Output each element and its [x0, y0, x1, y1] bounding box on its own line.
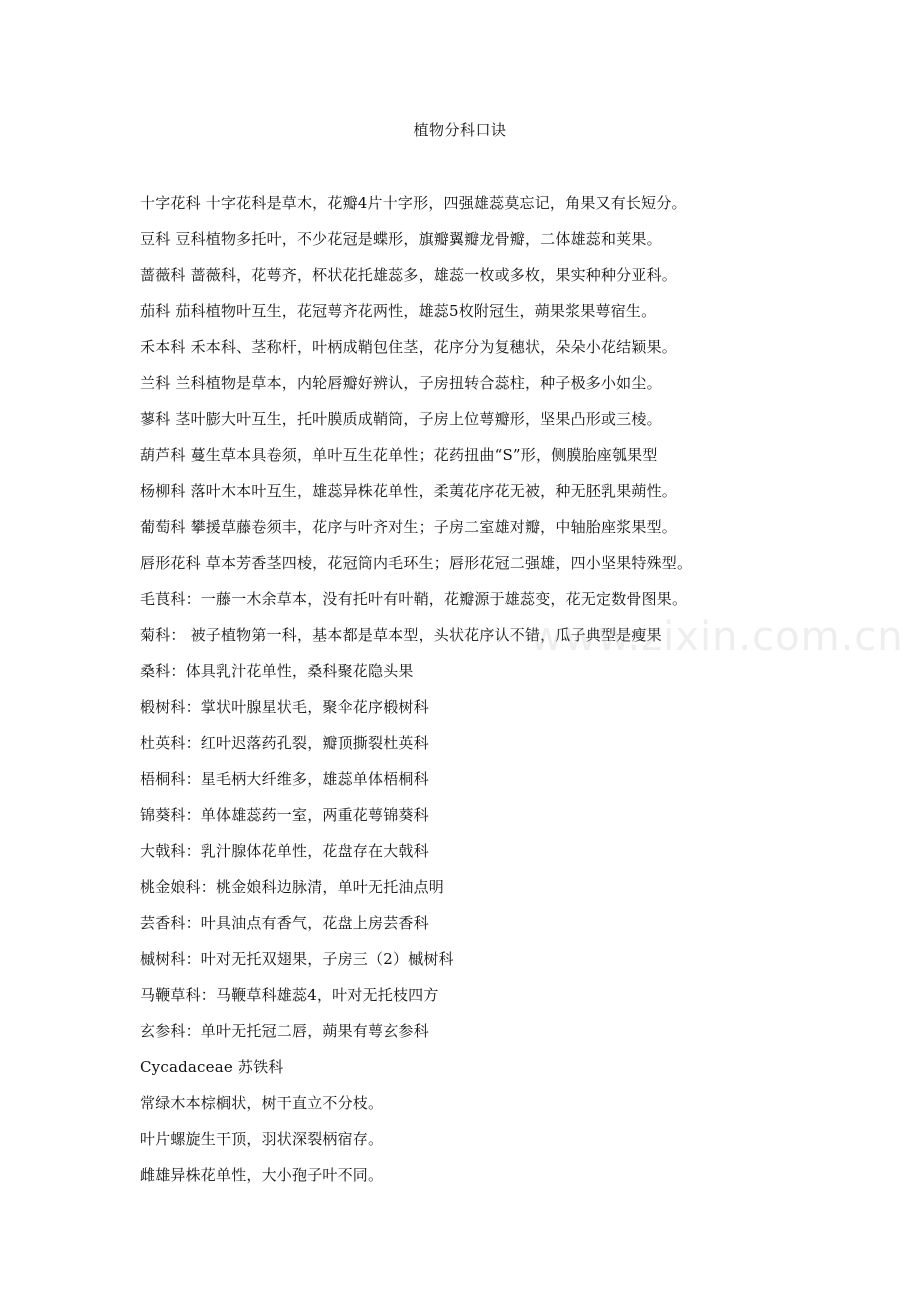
text-line: 椴树科：掌状叶腺星状毛，聚伞花序椴树科 — [140, 698, 429, 716]
text-line: 槭树科：叶对无托双翅果，子房三（2）槭树科 — [140, 950, 454, 968]
text-line: 豆科 豆科植物多托叶，不少花冠是蝶形，旗瓣翼瓣龙骨瓣，二体雄蕊和荚果。 — [140, 230, 662, 248]
text-line: 桑科：体具乳汁花单性，桑科聚花隐头果 — [140, 662, 414, 680]
text-line: 桃金娘科：桃金娘科边脉清，单叶无托油点明 — [140, 878, 445, 896]
page-title: 植物分科口诀 — [413, 121, 507, 139]
text-line: 兰科 兰科植物是草本，内轮唇瓣好辨认，子房扭转合蕊柱，种子极多小如尘。 — [140, 374, 662, 392]
text-line: 叶片螺旋生干顶，羽状深裂柄宿存。 — [140, 1130, 384, 1148]
watermark: www.zixin.com.cn — [530, 614, 904, 660]
text-line: 玄参科：单叶无托冠二唇，蒴果有萼玄参科 — [140, 1022, 429, 1040]
text-line: 大戟科：乳汁腺体花单性，花盘存在大戟科 — [140, 842, 429, 860]
text-line: 雌雄异株花单性，大小孢子叶不同。 — [140, 1166, 384, 1184]
document-body — [140, 191, 900, 1199]
text-line: 唇形花科 草本芳香茎四棱，花冠筒内毛环生；唇形花冠二强雄，四小坚果特殊型。 — [140, 554, 693, 572]
text-line: 梧桐科：星毛柄大纤维多，雄蕊单体梧桐科 — [140, 770, 429, 788]
text-line: 毛茛科：一藤一木余草本，没有托叶有叶鞘，花瓣源于雄蕊变，花无定数骨图果。 — [140, 590, 688, 608]
text-line: 菊科： 被子植物第一科，基本都是草本型，头状花序认不错，瓜子典型是瘦果 — [140, 626, 662, 644]
text-line: 杜英科：红叶迟落药孔裂，瓣顶撕裂杜英科 — [140, 734, 429, 752]
text-line: 芸香科：叶具油点有香气，花盘上房芸香科 — [140, 914, 429, 932]
text-line: 杨柳科 落叶木本叶互生，雄蕊异株花单性，柔荑花序花无被，种无胚乳果蒴性。 — [140, 482, 677, 500]
text-line: 锦葵科：单体雄蕊药一室，两重花萼锦葵科 — [140, 806, 429, 824]
text-line: 常绿木本棕榈状，树干直立不分枝。 — [140, 1094, 384, 1112]
text-line: 蔷薇科 蔷薇科，花萼齐，杯状花托雄蕊多，雄蕊一枚或多枚，果实种种分亚科。 — [140, 266, 677, 284]
text-line: 葫芦科 蔓生草本具卷须，单叶互生花单性；花药扭曲“S”形，侧膜胎座瓠果型 — [140, 446, 658, 464]
text-line: 马鞭草科：马鞭草科雄蕊4，叶对无托枝四方 — [140, 986, 439, 1004]
text-line: 茄科 茄科植物叶互生，花冠萼齐花两性，雄蕊5枚附冠生，蒴果浆果萼宿生。 — [140, 302, 657, 320]
text-line: 葡萄科 攀援草藤卷须丰，花序与叶齐对生；子房二室雄对瓣，中轴胎座浆果型。 — [140, 518, 677, 536]
text-line: 十字花科 十字花科是草木，花瓣4片十字形，四强雄蕊莫忘记，角果又有长短分。 — [140, 194, 687, 212]
text-line: 蓼科 茎叶膨大叶互生，托叶膜质成鞘筒，子房上位萼瓣形，坚果凸形或三棱。 — [140, 410, 662, 428]
text-line: 禾本科 禾本科、茎称杆，叶柄成鞘包住茎，花序分为复穗状，朵朵小花结颖果。 — [140, 338, 677, 356]
text-line: Cycadaceae 苏铁科 — [140, 1058, 284, 1076]
